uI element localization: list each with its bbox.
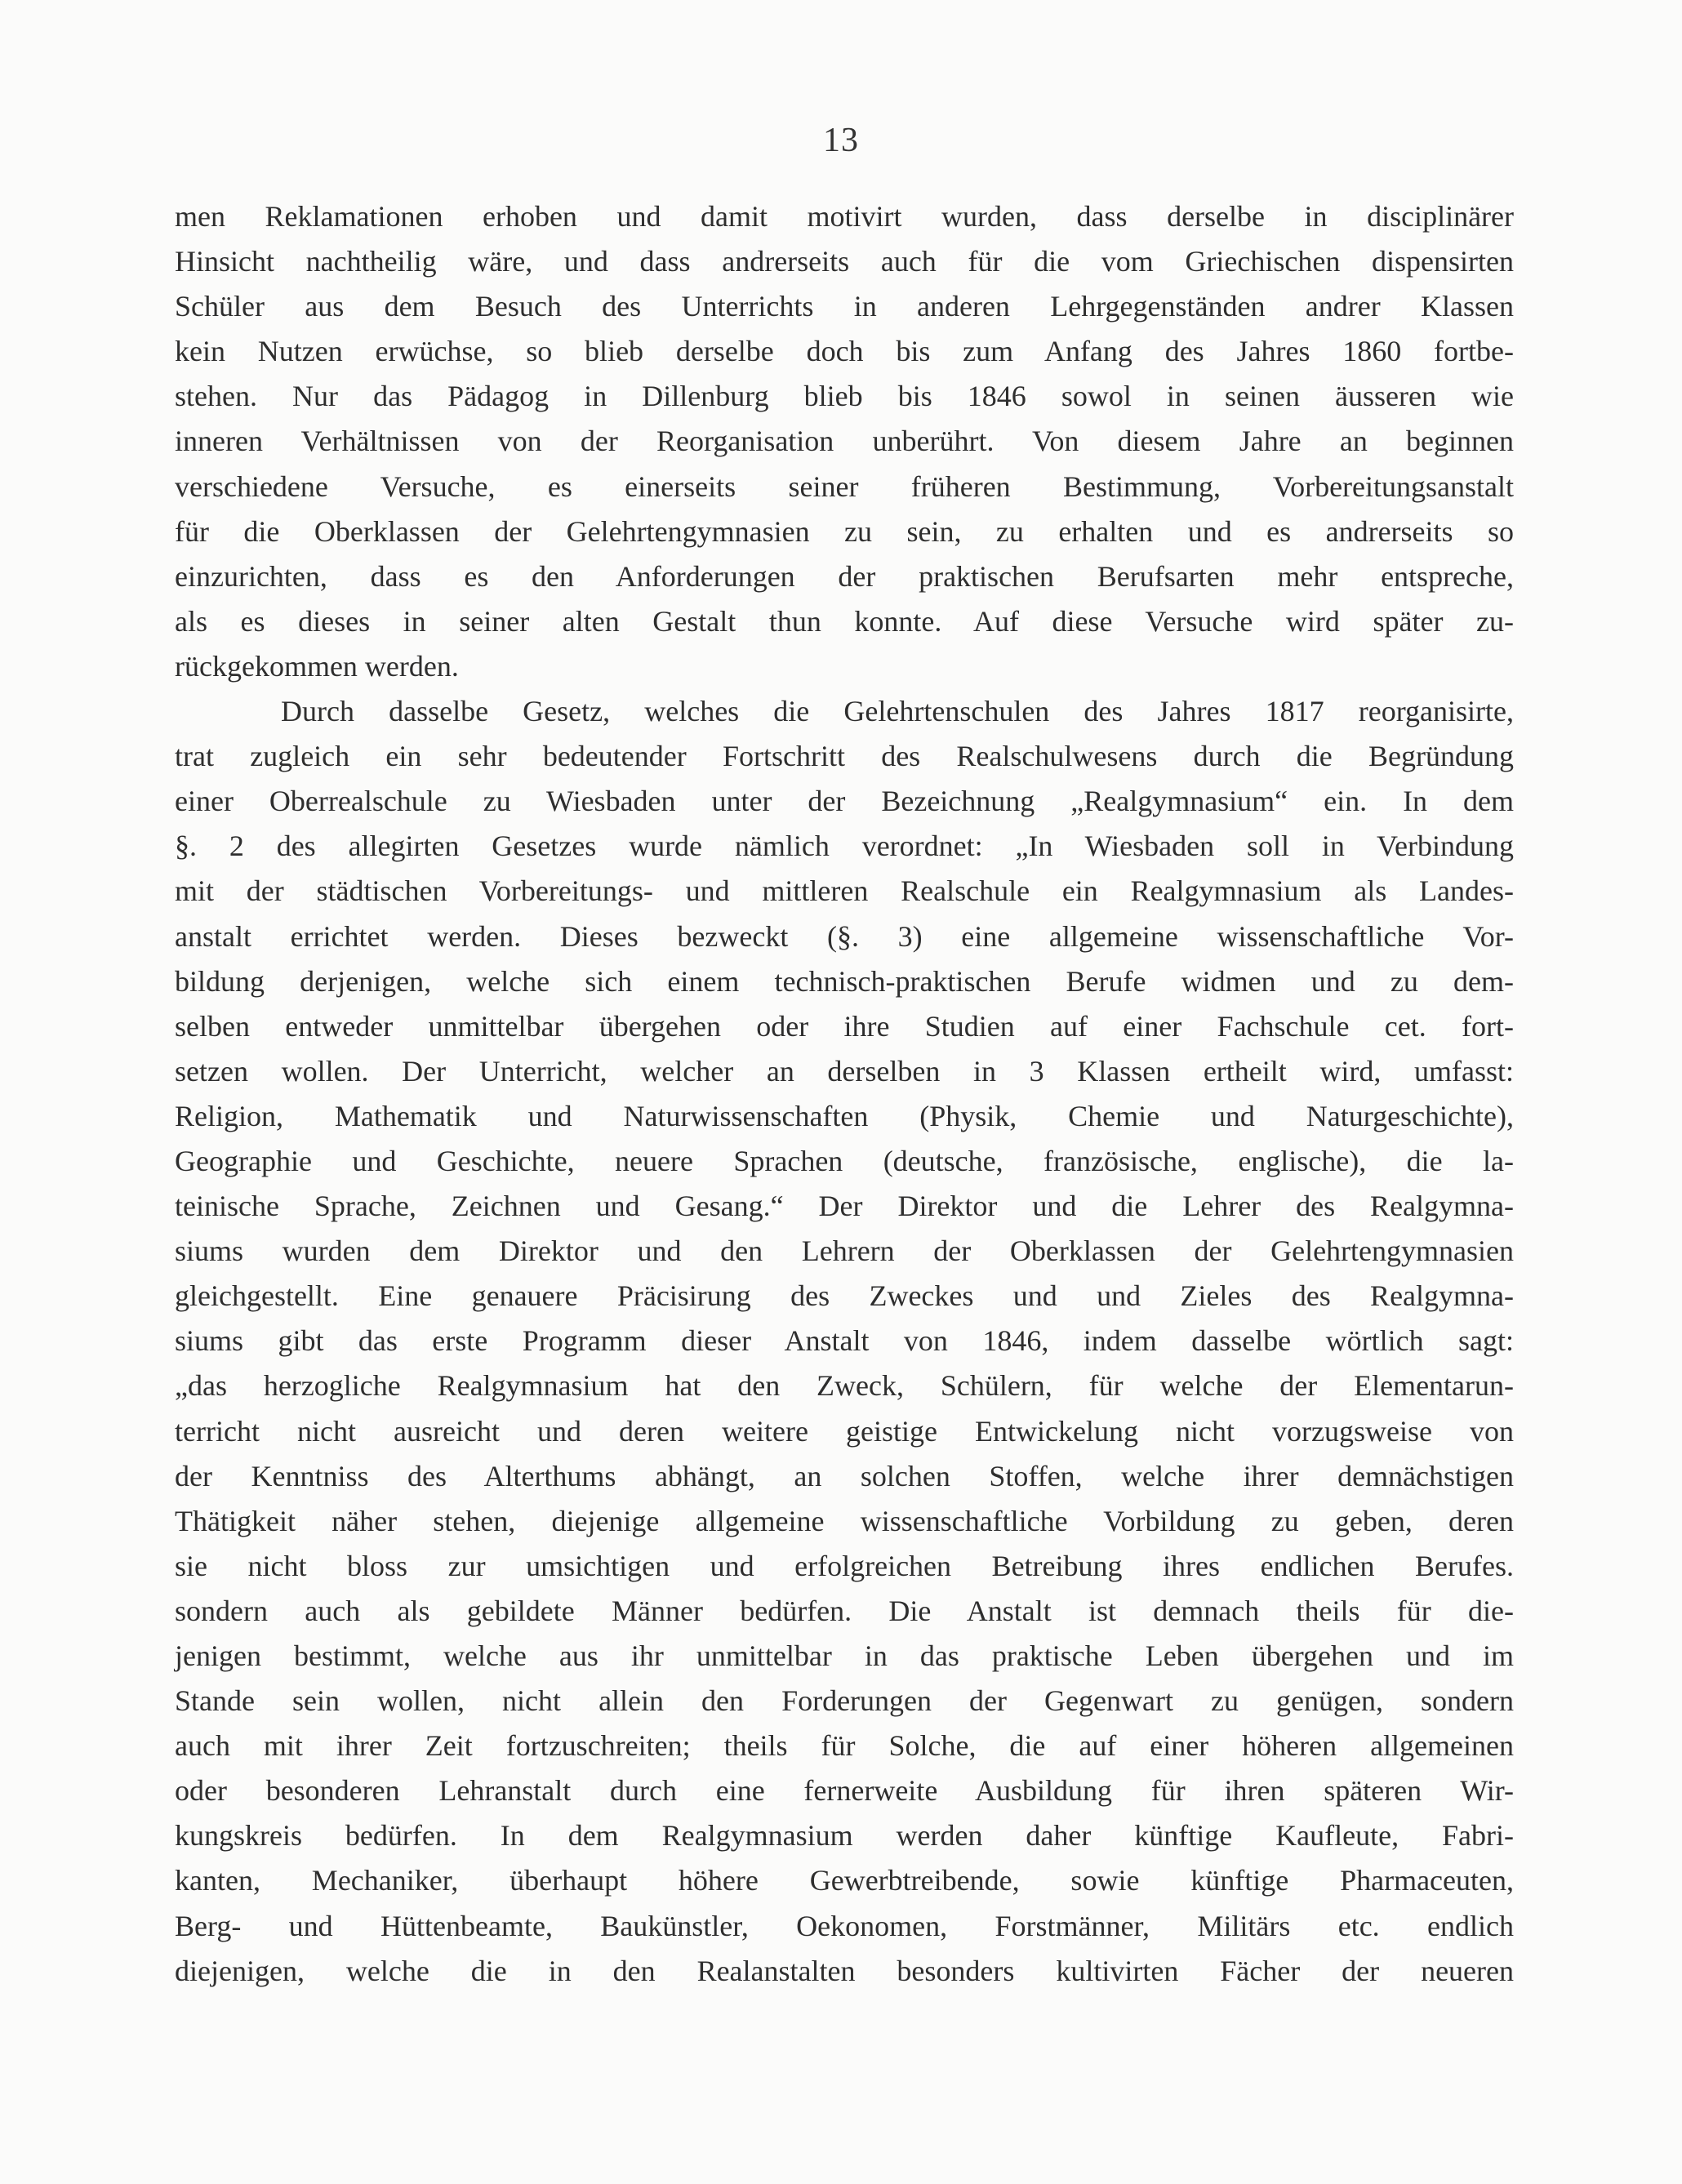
text-line: einzurichten, dass es den Anforderungen der praktischen Berufsarten mehr entspreche, — [175, 559, 1514, 593]
body-text — [175, 194, 1514, 1994]
text-line: verschiedene Versuche, es einerseits seiner früheren Bestimmung, Vorbereitungsanstalt — [175, 469, 1514, 503]
text-line: bildung derjenigen, welche sich einem technisch-praktischen Berufe widmen und zu dem- — [175, 964, 1514, 998]
text-line: Hinsicht nachtheilig wäre, und dass andrerseits auch für die vom Griechischen dispensirten — [175, 245, 1514, 278]
text-line: stehen. Nur das Pädagog in Dillenburg blieb bis 1846 sowol in seinen äusseren wie — [175, 380, 1514, 413]
text-line: der Kenntniss des Alterthums abhängt, an solchen Stoffen, welche ihrer demnächstigen — [175, 1459, 1514, 1492]
text-line: als es dieses in seiner alten Gestalt thun konnte. Auf diese Versuche wird später zu- — [175, 604, 1514, 638]
text-line: Stande sein wollen, nicht allein den Forderungen der Gegenwart zu genügen, sondern — [175, 1684, 1514, 1718]
text-line: men Reklamationen erhoben und damit motivirt wurden, dass derselbe in disciplinärer — [175, 200, 1514, 233]
paragraph-start-line: Durch dasselbe Gesetz, welches die Gelehrtenschulen des Jahres 1817 reorganisirte, — [281, 695, 1514, 728]
text-line: kanten, Mechaniker, überhaupt höhere Gewerbtreibende, sowie künftige Pharmaceuten, — [175, 1864, 1514, 1897]
text-line: einer Oberrealschule zu Wiesbaden unter der Bezeichnung „Realgymnasium“ ein. In dem — [175, 785, 1514, 818]
text-line: rückgekommen werden. — [175, 649, 459, 683]
text-line: Religion, Mathematik und Naturwissenschaften (Physik, Chemie und Naturgeschichte), — [175, 1099, 1514, 1132]
text-line: oder besonderen Lehranstalt durch eine fernerweite Ausbildung für ihren späteren Wir- — [175, 1774, 1514, 1808]
text-line: gleichgestellt. Eine genauere Präcisirung des Zweckes und und Zieles des Realgymna- — [175, 1279, 1514, 1313]
text-line: sie nicht bloss zur umsichtigen und erfolgreichen Betreibung ihres endlichen Berufes. — [175, 1549, 1514, 1582]
text-line: auch mit ihrer Zeit fortzuschreiten; theils für Solche, die auf einer höheren allgemeinen — [175, 1729, 1514, 1763]
text-line: Schüler aus dem Besuch des Unterrichts in anderen Lehrgegenständen andrer Klassen — [175, 290, 1514, 323]
page-number: 13 — [823, 122, 859, 159]
text-line: „das herzogliche Realgymnasium hat den Zweck, Schülern, für welche der Elementarun- — [175, 1369, 1514, 1403]
text-line: Geographie und Geschichte, neuere Sprachen (deutsche, französische, englische), die la- — [175, 1144, 1514, 1177]
text-line: sondern auch als gebildete Männer bedürfen. Die Anstalt ist demnach theils für die- — [175, 1594, 1514, 1627]
text-line: für die Oberklassen der Gelehrtengymnasien zu sein, zu erhalten und es andrerseits so — [175, 514, 1514, 548]
text-line: trat zugleich ein sehr bedeutender Fortschritt des Realschulwesens durch die Begründung — [175, 740, 1514, 773]
text-line: jenigen bestimmt, welche aus ihr unmittelbar in das praktische Leben übergehen und im — [175, 1639, 1514, 1672]
text-line: kungskreis bedürfen. In dem Realgymnasium werden daher künftige Kaufleute, Fabri- — [175, 1819, 1514, 1853]
text-line: siums gibt das erste Programm dieser Anstalt von 1846, indem dasselbe wörtlich sagt: — [175, 1324, 1514, 1358]
text-line: Thätigkeit näher stehen, diejenige allgemeine wissenschaftliche Vorbildung zu geben, deren — [175, 1504, 1514, 1537]
text-line: setzen wollen. Der Unterricht, welcher an derselben in 3 Klassen ertheilt wird, umfasst: — [175, 1054, 1514, 1088]
text-line: Berg- und Hüttenbeamte, Baukünstler, Oekonomen, Forstmänner, Militärs etc. endlich — [175, 1909, 1514, 1942]
text-line: selben entweder unmittelbar übergehen oder ihre Studien auf einer Fachschule cet. fort- — [175, 1009, 1514, 1043]
text-line: inneren Verhältnissen von der Reorganisation unberührt. Von diesem Jahre an beginnen — [175, 425, 1514, 458]
text-line: §. 2 des allegirten Gesetzes wurde nämlich verordnet: „In Wiesbaden soll in Verbindung — [175, 830, 1514, 863]
text-line: diejenigen, welche die in den Realanstalten besonders kultivirten Fächer der neueren — [175, 1954, 1514, 1987]
text-line: mit der städtischen Vorbereitungs- und mittleren Realschule ein Realgymnasium als Landes- — [175, 874, 1514, 908]
text-line: terricht nicht ausreicht und deren weitere geistige Entwickelung nicht vorzugsweise von — [175, 1414, 1514, 1448]
text-line: teinische Sprache, Zeichnen und Gesang.“ Der Direktor und die Lehrer des Realgymna- — [175, 1190, 1514, 1223]
text-line: anstalt errichtet werden. Dieses bezweckt (§. 3) eine allgemeine wissenschaftliche Vor- — [175, 919, 1514, 953]
text-line: kein Nutzen erwüchse, so blieb derselbe doch bis zum Anfang des Jahres 1860 fortbe- — [175, 335, 1514, 368]
text-line: siums wurden dem Direktor und den Lehrern der Oberklassen der Gelehrtengymnasien — [175, 1234, 1514, 1268]
